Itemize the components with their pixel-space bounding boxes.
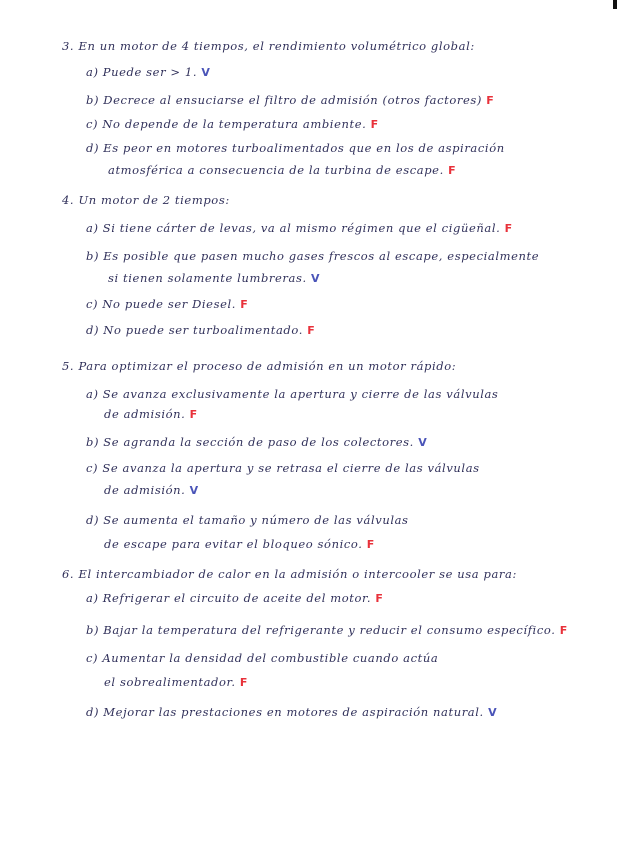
- question-5-option-c-line2: de admisión. V: [104, 483, 199, 497]
- answer-mark: V: [311, 272, 321, 285]
- question-5-option-c-line1: c) Se avanza la apertura y se retrasa el cierre de las válvulas: [86, 461, 480, 475]
- question-5-stem: 5. Para optimizar el proceso de admisión en un motor rápido:: [62, 359, 457, 373]
- question-4-option-a: a) Si tiene cárter de levas, va al mismo régimen que el cigüeñal. F: [86, 221, 513, 235]
- answer-mark: F: [366, 538, 375, 551]
- answer-mark: F: [486, 94, 495, 107]
- question-6-option-b: b) Bajar la temperatura del refrigerante y reducir el consumo específico. F: [86, 623, 568, 637]
- answer-mark: F: [307, 324, 316, 337]
- question-3-option-b: b) Decrece al ensuciarse el filtro de admisión (otros factores) F: [86, 93, 495, 107]
- answer-mark: F: [504, 222, 513, 235]
- question-3-option-d-line2: atmosférica a consecuencia de la turbina de escape. F: [108, 163, 457, 177]
- question-4-option-b-line1: b) Es posible que pasen mucho gases frescos al escape, especialmente: [86, 249, 540, 263]
- question-6-option-a: a) Refrigerar el circuito de aceite del motor. F: [86, 591, 384, 605]
- answer-mark: V: [418, 436, 428, 449]
- question-4-stem: 4. Un motor de 2 tiempos:: [62, 193, 230, 207]
- question-5-option-b: b) Se agranda la sección de paso de los colectores. V: [86, 435, 428, 449]
- question-4-option-b-line2: si tienen solamente lumbreras. V: [108, 271, 321, 285]
- question-6-option-c-line1: c) Aumentar la densidad del combustible cuando actúa: [86, 651, 439, 665]
- question-5-option-a-line1: a) Se avanza exclusivamente la apertura y cierre de las válvulas: [86, 387, 499, 401]
- scan-mark: [613, 0, 617, 9]
- answer-mark: F: [189, 408, 198, 421]
- question-3-option-a: a) Puede ser > 1. V: [86, 65, 211, 79]
- question-6-option-d: d) Mejorar las prestaciones en motores de aspiración natural. V: [86, 705, 498, 719]
- answer-mark: F: [559, 624, 568, 637]
- answer-mark: F: [240, 298, 249, 311]
- answer-mark: V: [189, 484, 199, 497]
- answer-mark: F: [375, 592, 384, 605]
- answer-mark: F: [239, 676, 249, 689]
- question-3-stem: 3. En un motor de 4 tiempos, el rendimiento volumétrico global:: [62, 39, 475, 53]
- question-6-stem: 6. El intercambiador de calor en la admisión o intercooler se usa para:: [62, 567, 517, 581]
- answer-mark: V: [488, 706, 498, 719]
- question-3-option-d-line1: d) Es peor en motores turboalimentados que en los de aspiración: [86, 141, 505, 155]
- question-5-option-a-line2: de admisión. F: [104, 407, 198, 421]
- question-3-option-c: c) No depende de la temperatura ambiente. F: [86, 117, 379, 131]
- question-6-option-c-line2: el sobrealimentador. F: [104, 675, 249, 689]
- answer-mark: F: [448, 164, 457, 177]
- question-4-option-d: d) No puede ser turboalimentado. F: [86, 323, 316, 337]
- question-4-option-c: c) No puede ser Diesel. F: [86, 297, 249, 311]
- question-5-option-d-line2: de escape para evitar el bloqueo sónico. F: [104, 537, 375, 551]
- answer-mark: F: [370, 118, 379, 131]
- question-5-option-d-line1: d) Se aumenta el tamaño y número de las válvulas: [86, 513, 409, 527]
- answer-mark: V: [201, 66, 211, 79]
